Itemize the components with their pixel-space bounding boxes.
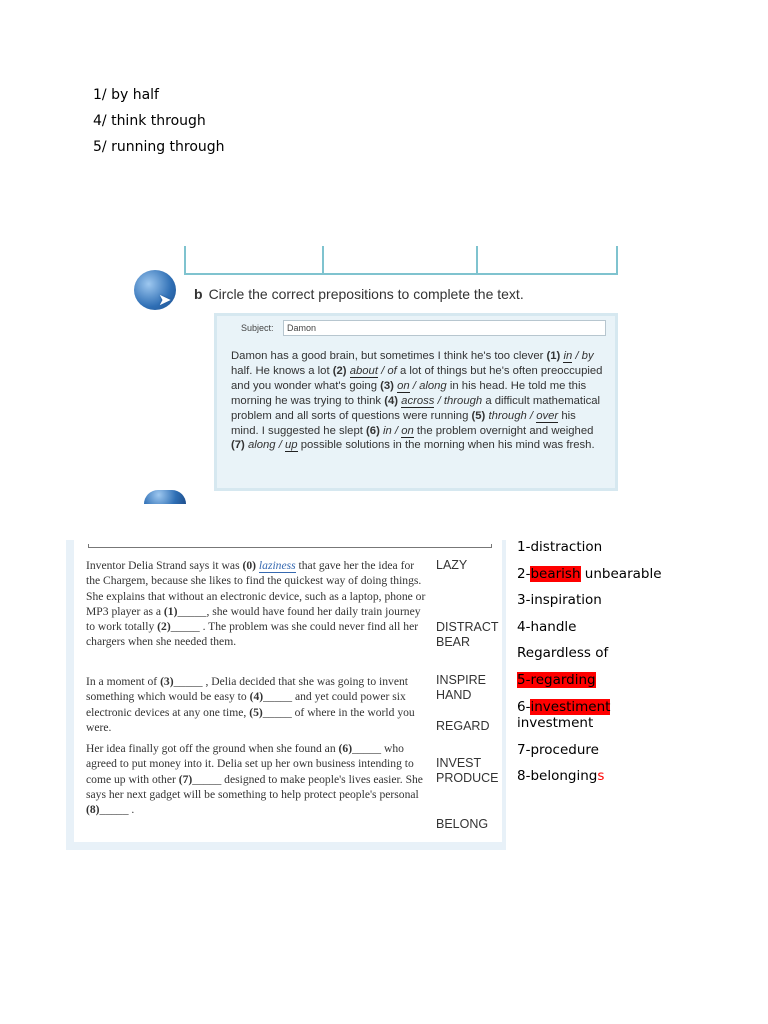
word-formation-image [66,540,506,850]
subject-label: Subject: [241,323,274,333]
chosen-option: about [349,364,378,377]
table-rule [476,246,478,274]
stem-word: REGARD [436,719,490,733]
exercise-b-image [130,246,620,504]
answer-line-4: 4/ think through [93,113,206,129]
answer-6: 6-investiment [517,699,611,715]
answer-3: 3-inspiration [517,592,602,608]
answer-6-correction: investment [517,715,594,731]
email-panel [214,313,618,491]
chosen-option: on [397,379,410,392]
stem-word: DISTRACT [436,620,499,634]
paragraph-1: Inventor Delia Strand says it was (0) laziness that gave her the idea for the Chargem, because she likes to find the quickest way of doing things. She explains that without an electronic device, such as a laptop, phone or MP3 player as a (1)_____, she would have found her daily train journey to work totally (2)_____ . The problem was she could never find all her chargers when she needed them. [86,559,426,649]
highlighted-wrong-answer: bearish [530,566,581,582]
paragraph-2: In a moment of (3)_____ , Delia decided that she was going to invent something which would be easy to (4)_____ and yet could power six electronic devices at any one time, (5)_____ of where in the world you were. [86,675,415,734]
exercise-instruction: Circle the correct prepositions to complete the text. [208,286,524,302]
answer-note: Regardless of [517,645,609,661]
stem-word: INSPIRE [436,673,487,687]
stem-word: BEAR [436,635,471,649]
chosen-option: in [563,350,573,362]
paragraph-3: Her idea finally got off the ground when she found an (6)_____ who agreed to put money into it. Delia set up her own business intending to come up with other (7)_____ designed to make people's lives easier. She says her next gadget will be something to help protect people's personal (8)_____ . [86,742,423,817]
answer-4: 4-handle [517,619,577,635]
chosen-option: up [285,439,298,452]
answer-2: 2-bearish unbearable [517,566,662,582]
chosen-option: over [536,409,559,422]
table-rule [322,246,324,274]
subject-field: Damon [283,320,606,336]
answer-7: 7-procedure [517,742,599,758]
stem-word: LAZY [436,558,468,572]
stem-word: PRODUCE [436,771,499,785]
table-rule [616,246,618,274]
highlighted-wrong-answer: investiment [530,699,611,715]
chosen-option: on [401,424,414,437]
globe-icon [144,490,186,504]
example-answer: laziness [258,559,296,572]
exercise-b-heading [194,286,524,302]
answer-8: 8-belongings [517,768,605,784]
email-body: Damon has a good brain, but sometimes I think he's too clever (1) in / by half. He knows a lot (2) about / of a lot of things but he's often preoccupied and you wonder what's going (3) on / along in his head. He told me this morning he was trying to think (4) across / through a difficult mathematical problem and all sorts of questions were running (5) through / over his mind. I suggested he slept (6) in / on the problem overnight and weighed (7) along / up possible solutions in the morning when his mind was fresh. [231,350,603,452]
stem-word: INVEST [436,756,482,770]
answer-line-5: 5/ running through [93,139,225,155]
highlighted-wrong-answer: 5-regarding [517,672,596,688]
stem-word: BELONG [436,817,489,831]
stem-word: HAND [436,688,472,702]
table-rule [184,246,186,274]
red-correction: s [597,768,605,784]
top-rule [88,544,492,548]
cursor-icon: ➤ [158,290,172,309]
exercise-letter: b [194,286,203,302]
answer-1: 1-distraction [517,539,603,555]
answer-5 [517,671,596,689]
table-rule [184,273,618,275]
chosen-option: across [401,394,435,407]
answer-line-1: 1/ by half [93,87,159,103]
